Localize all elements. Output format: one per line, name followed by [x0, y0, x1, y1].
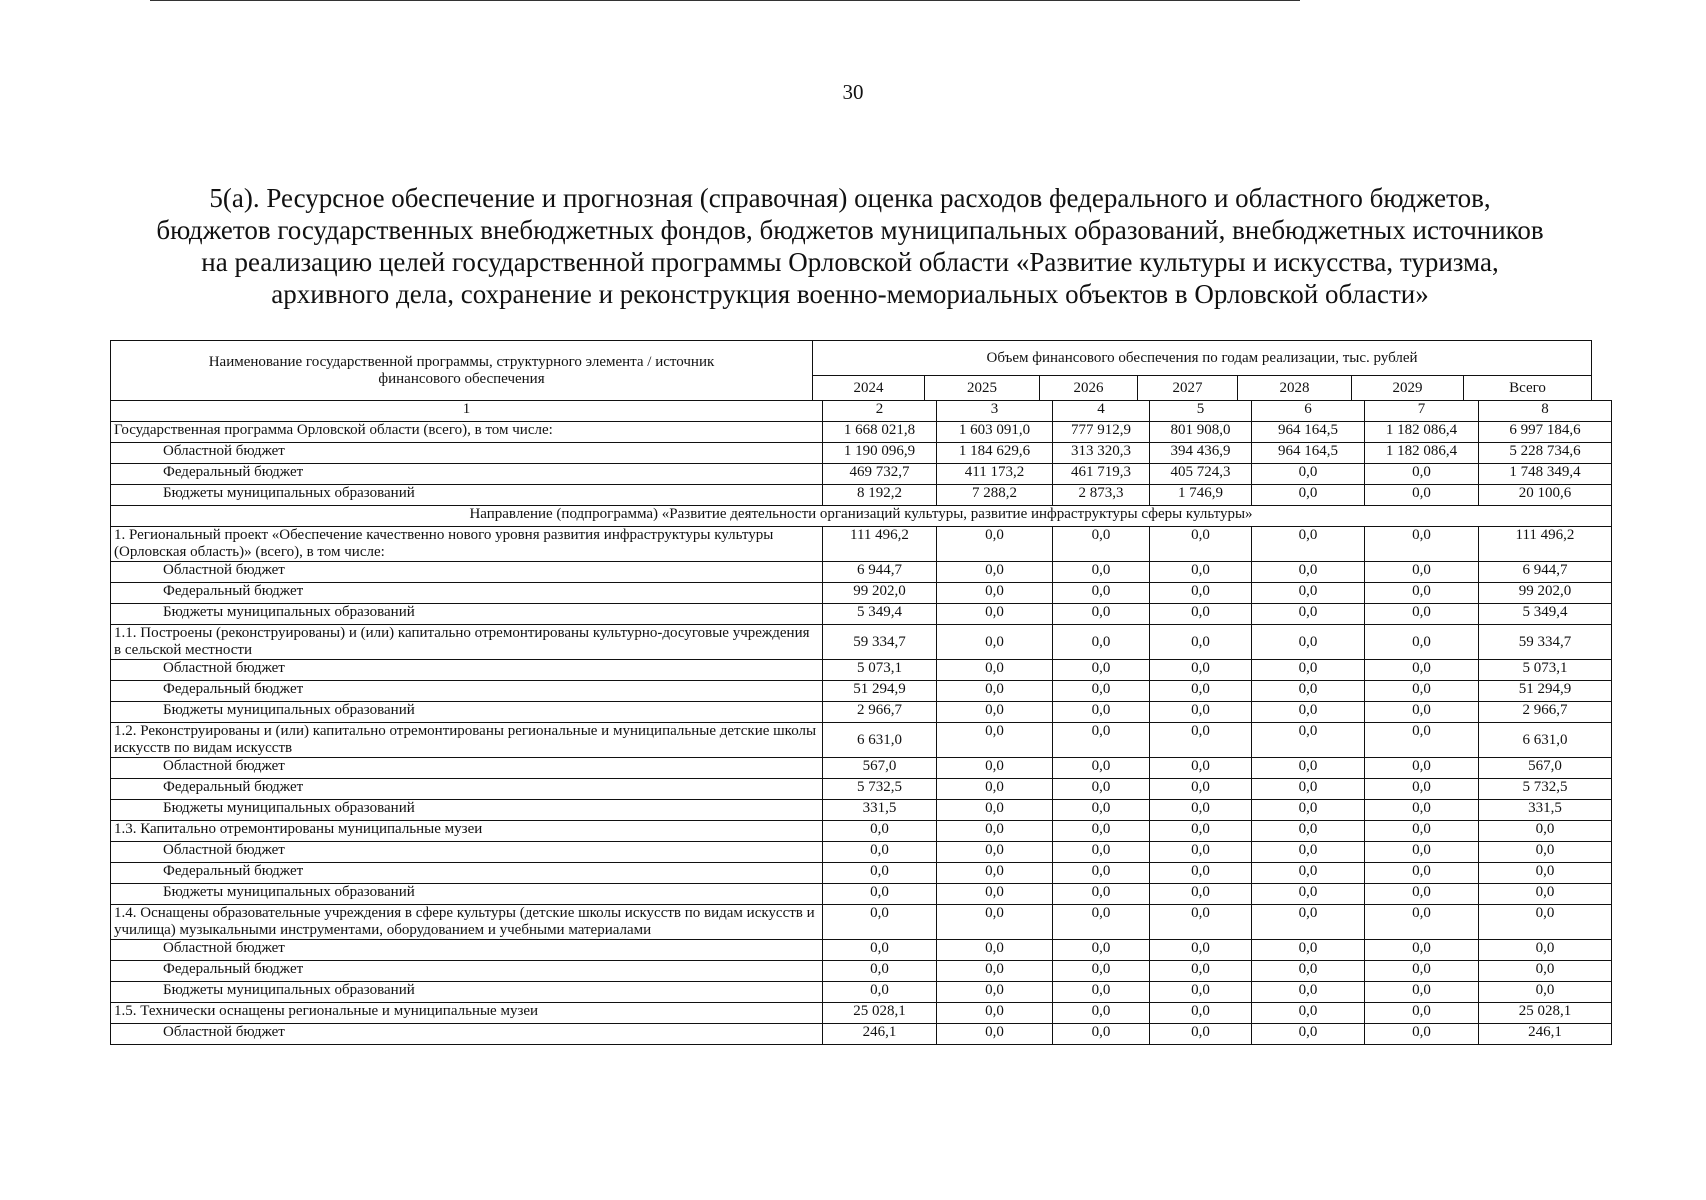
value-cell: 331,5 [823, 800, 937, 821]
value-cell: 394 436,9 [1150, 443, 1252, 464]
table-row [111, 583, 1612, 604]
total-cell: 5 349,4 [1479, 604, 1612, 625]
value-cell: 2 873,3 [1053, 485, 1150, 506]
value-cell: 0,0 [1252, 961, 1365, 982]
value-cell: 0,0 [1150, 583, 1252, 604]
value-cell: 567,0 [823, 758, 937, 779]
row-name: Федеральный бюджет [111, 863, 823, 884]
value-cell: 0,0 [1365, 779, 1479, 800]
value-cell: 1 190 096,9 [823, 443, 937, 464]
value-cell: 0,0 [1365, 527, 1479, 562]
row-name: Областной бюджет [111, 940, 823, 961]
value-cell: 0,0 [1365, 800, 1479, 821]
value-cell: 0,0 [1150, 604, 1252, 625]
value-cell: 6 631,0 [823, 723, 937, 758]
table-row [111, 562, 1612, 583]
value-cell: 964 164,5 [1252, 443, 1365, 464]
value-cell: 0,0 [1365, 821, 1479, 842]
column-number-cell: 1 [111, 401, 823, 422]
value-cell: 0,0 [1053, 527, 1150, 562]
value-cell: 0,0 [937, 779, 1053, 800]
total-cell: 1 748 349,4 [1479, 464, 1612, 485]
table-row [111, 422, 1612, 443]
row-name: Федеральный бюджет [111, 583, 823, 604]
value-cell: 0,0 [1150, 940, 1252, 961]
value-cell: 964 164,5 [1252, 422, 1365, 443]
value-cell: 405 724,3 [1150, 464, 1252, 485]
value-cell: 0,0 [1365, 660, 1479, 681]
total-cell: 5 228 734,6 [1479, 443, 1612, 464]
total-cell: 0,0 [1479, 842, 1612, 863]
row-name: Областной бюджет [111, 562, 823, 583]
value-cell: 0,0 [1252, 1003, 1365, 1024]
table-row [111, 1024, 1612, 1045]
value-cell: 0,0 [1053, 562, 1150, 583]
value-cell: 0,0 [1365, 625, 1479, 660]
row-name: 1.4. Оснащены образовательные учреждения в сфере культуры (детские школы искусств по видам искусств и училища) музыкальными инструментами, оборудованием и учебными материалами [111, 905, 823, 940]
header-volume-column: Объем финансового обеспечения по годам реализации, тыс. рублей [813, 341, 1592, 376]
table-header [110, 340, 1592, 401]
value-cell: 0,0 [1053, 660, 1150, 681]
row-name: Бюджеты муниципальных образований [111, 604, 823, 625]
row-name: Государственная программа Орловской области (всего), в том числе: [111, 422, 823, 443]
column-number-cell: 5 [1150, 401, 1252, 422]
value-cell: 0,0 [1150, 1024, 1252, 1045]
value-cell: 0,0 [1252, 660, 1365, 681]
total-cell: 2 966,7 [1479, 702, 1612, 723]
value-cell: 0,0 [1252, 821, 1365, 842]
value-cell: 0,0 [1365, 982, 1479, 1003]
value-cell: 6 944,7 [823, 562, 937, 583]
value-cell: 0,0 [1252, 905, 1365, 940]
value-cell: 0,0 [1252, 562, 1365, 583]
value-cell: 0,0 [937, 884, 1053, 905]
total-cell: 6 631,0 [1479, 723, 1612, 758]
title-line: бюджетов государственных внебюджетных фондов, бюджетов муниципальных образований, внебюджетных источников [156, 215, 1544, 245]
total-cell: 5 732,5 [1479, 779, 1612, 800]
value-cell: 0,0 [1150, 961, 1252, 982]
table-row [111, 800, 1612, 821]
value-cell: 0,0 [1053, 842, 1150, 863]
value-cell: 0,0 [1252, 863, 1365, 884]
value-cell: 0,0 [937, 527, 1053, 562]
value-cell: 0,0 [937, 562, 1053, 583]
row-name: Федеральный бюджет [111, 779, 823, 800]
value-cell: 0,0 [1150, 800, 1252, 821]
row-name: Федеральный бюджет [111, 464, 823, 485]
value-cell: 0,0 [937, 723, 1053, 758]
header-year: 2024 [813, 376, 925, 401]
value-cell: 0,0 [937, 702, 1053, 723]
total-cell: 51 294,9 [1479, 681, 1612, 702]
table-row [111, 723, 1612, 758]
value-cell: 0,0 [1150, 982, 1252, 1003]
value-cell: 8 192,2 [823, 485, 937, 506]
value-cell: 0,0 [1150, 681, 1252, 702]
value-cell: 0,0 [1053, 583, 1150, 604]
value-cell: 5 349,4 [823, 604, 937, 625]
value-cell: 7 288,2 [937, 485, 1053, 506]
value-cell: 1 182 086,4 [1365, 422, 1479, 443]
table-row [111, 660, 1612, 681]
value-cell: 461 719,3 [1053, 464, 1150, 485]
value-cell: 59 334,7 [823, 625, 937, 660]
value-cell: 25 028,1 [823, 1003, 937, 1024]
total-cell: 0,0 [1479, 982, 1612, 1003]
value-cell: 0,0 [1053, 723, 1150, 758]
value-cell: 0,0 [1365, 940, 1479, 961]
value-cell: 0,0 [1365, 905, 1479, 940]
row-name: Бюджеты муниципальных образований [111, 702, 823, 723]
value-cell: 0,0 [1150, 527, 1252, 562]
row-name: 1.1. Построены (реконструированы) и (или) капитально отремонтированы культурно-досуговые учреждения в сельской местности [111, 625, 823, 660]
table-row [111, 758, 1612, 779]
value-cell: 0,0 [1252, 527, 1365, 562]
value-cell: 0,0 [1150, 884, 1252, 905]
total-cell: 25 028,1 [1479, 1003, 1612, 1024]
value-cell: 0,0 [937, 1024, 1053, 1045]
value-cell: 0,0 [1365, 758, 1479, 779]
value-cell: 0,0 [1252, 884, 1365, 905]
total-cell: 331,5 [1479, 800, 1612, 821]
value-cell: 0,0 [937, 660, 1053, 681]
value-cell: 0,0 [823, 842, 937, 863]
title-line: на реализацию целей государственной программы Орловской области «Развитие культуры и искусства, туризма, [201, 247, 1499, 277]
value-cell: 0,0 [1053, 800, 1150, 821]
value-cell: 2 966,7 [823, 702, 937, 723]
value-cell: 0,0 [1053, 940, 1150, 961]
row-name: Областной бюджет [111, 842, 823, 863]
value-cell: 0,0 [1150, 842, 1252, 863]
value-cell: 0,0 [1053, 625, 1150, 660]
header-year: 2026 [1040, 376, 1138, 401]
total-cell: 246,1 [1479, 1024, 1612, 1045]
row-name: 1.2. Реконструированы и (или) капитально отремонтированы региональные и муниципальные детские школы искусств по видам искусств [111, 723, 823, 758]
value-cell: 0,0 [1150, 702, 1252, 723]
value-cell: 0,0 [937, 982, 1053, 1003]
value-cell: 0,0 [823, 982, 937, 1003]
value-cell: 469 732,7 [823, 464, 937, 485]
budget-table [110, 400, 1612, 1045]
total-cell: 20 100,6 [1479, 485, 1612, 506]
value-cell: 51 294,9 [823, 681, 937, 702]
row-name: Федеральный бюджет [111, 681, 823, 702]
value-cell: 0,0 [1150, 660, 1252, 681]
value-cell: 0,0 [1150, 863, 1252, 884]
row-name: Бюджеты муниципальных образований [111, 485, 823, 506]
value-cell: 0,0 [1053, 961, 1150, 982]
value-cell: 0,0 [1150, 625, 1252, 660]
value-cell: 1 184 629,6 [937, 443, 1053, 464]
value-cell: 0,0 [1365, 583, 1479, 604]
value-cell: 0,0 [1252, 982, 1365, 1003]
value-cell: 0,0 [823, 961, 937, 982]
value-cell: 0,0 [1150, 723, 1252, 758]
row-name: Бюджеты муниципальных образований [111, 884, 823, 905]
value-cell: 0,0 [937, 625, 1053, 660]
value-cell: 801 908,0 [1150, 422, 1252, 443]
section-title: Направление (подпрограмма) «Развитие деятельности организаций культуры, развитие инфраструктуры сферы культуры» [111, 506, 1612, 527]
value-cell: 0,0 [937, 758, 1053, 779]
row-name: Бюджеты муниципальных образований [111, 982, 823, 1003]
row-name: Областной бюджет [111, 1024, 823, 1045]
column-number-cell: 3 [937, 401, 1053, 422]
row-name: Бюджеты муниципальных образований [111, 800, 823, 821]
value-cell: 0,0 [1053, 884, 1150, 905]
value-cell: 0,0 [1150, 821, 1252, 842]
value-cell: 1 668 021,8 [823, 422, 937, 443]
value-cell: 0,0 [1365, 702, 1479, 723]
table-row [111, 625, 1612, 660]
total-cell: 0,0 [1479, 821, 1612, 842]
table-row [111, 443, 1612, 464]
total-cell: 99 202,0 [1479, 583, 1612, 604]
value-cell: 0,0 [1365, 464, 1479, 485]
header-year: 2027 [1138, 376, 1238, 401]
value-cell: 0,0 [937, 961, 1053, 982]
value-cell: 0,0 [937, 821, 1053, 842]
value-cell: 0,0 [1252, 681, 1365, 702]
total-cell: 59 334,7 [1479, 625, 1612, 660]
value-cell: 0,0 [1252, 604, 1365, 625]
value-cell: 0,0 [937, 905, 1053, 940]
table-row [111, 527, 1612, 562]
value-cell: 0,0 [1365, 485, 1479, 506]
value-cell: 411 173,2 [937, 464, 1053, 485]
table-row [111, 821, 1612, 842]
value-cell: 0,0 [1150, 1003, 1252, 1024]
value-cell: 0,0 [937, 681, 1053, 702]
value-cell: 5 732,5 [823, 779, 937, 800]
header-year: 2029 [1352, 376, 1464, 401]
value-cell: 0,0 [1053, 681, 1150, 702]
value-cell: 0,0 [1053, 863, 1150, 884]
value-cell: 0,0 [1365, 723, 1479, 758]
total-cell: 0,0 [1479, 961, 1612, 982]
value-cell: 0,0 [1252, 842, 1365, 863]
table-row [111, 863, 1612, 884]
value-cell: 0,0 [823, 940, 937, 961]
page-number: 30 [842, 80, 864, 104]
value-cell: 0,0 [1252, 1024, 1365, 1045]
column-number-row [111, 401, 1612, 422]
row-name: Областной бюджет [111, 660, 823, 681]
total-cell: 6 997 184,6 [1479, 422, 1612, 443]
table-row [111, 884, 1612, 905]
total-cell: 0,0 [1479, 905, 1612, 940]
value-cell: 0,0 [937, 604, 1053, 625]
value-cell: 0,0 [937, 940, 1053, 961]
row-name: Областной бюджет [111, 443, 823, 464]
value-cell: 0,0 [1053, 905, 1150, 940]
value-cell: 0,0 [1150, 562, 1252, 583]
total-cell: 111 496,2 [1479, 527, 1612, 562]
value-cell: 0,0 [1365, 1003, 1479, 1024]
top-scan-line [150, 0, 1300, 1]
value-cell: 0,0 [937, 863, 1053, 884]
value-cell: 0,0 [1053, 702, 1150, 723]
value-cell: 0,0 [1150, 905, 1252, 940]
value-cell: 99 202,0 [823, 583, 937, 604]
header-name-column: Наименование государственной программы, структурного элемента / источник финансового обеспечения [111, 341, 813, 401]
title-line: архивного дела, сохранение и реконструкция военно-мемориальных объектов в Орловской области» [271, 279, 1429, 309]
table-row [111, 702, 1612, 723]
value-cell: 1 746,9 [1150, 485, 1252, 506]
value-cell: 0,0 [1365, 884, 1479, 905]
value-cell: 0,0 [1053, 821, 1150, 842]
value-cell: 0,0 [1150, 779, 1252, 800]
value-cell: 0,0 [1365, 863, 1479, 884]
row-name: 1. Региональный проект «Обеспечение качественно нового уровня развития инфраструктуры культуры (Орловская область)» (всего), в том числе: [111, 527, 823, 562]
column-number-cell: 7 [1365, 401, 1479, 422]
value-cell: 0,0 [1365, 961, 1479, 982]
column-number-cell: 4 [1053, 401, 1150, 422]
total-cell: 0,0 [1479, 863, 1612, 884]
value-cell: 0,0 [1150, 758, 1252, 779]
value-cell: 0,0 [1252, 800, 1365, 821]
total-cell: 567,0 [1479, 758, 1612, 779]
value-cell: 0,0 [1053, 758, 1150, 779]
value-cell: 0,0 [1365, 842, 1479, 863]
total-cell: 0,0 [1479, 940, 1612, 961]
total-cell: 0,0 [1479, 884, 1612, 905]
table-row [111, 940, 1612, 961]
value-cell: 0,0 [1252, 779, 1365, 800]
total-cell: 5 073,1 [1479, 660, 1612, 681]
value-cell: 0,0 [1252, 758, 1365, 779]
value-cell: 111 496,2 [823, 527, 937, 562]
header-year: 2028 [1238, 376, 1352, 401]
value-cell: 0,0 [823, 884, 937, 905]
table-row [111, 961, 1612, 982]
section-row [111, 506, 1612, 527]
total-cell: 6 944,7 [1479, 562, 1612, 583]
table-row [111, 604, 1612, 625]
table-row [111, 681, 1612, 702]
value-cell: 0,0 [1252, 625, 1365, 660]
value-cell: 0,0 [1053, 1003, 1150, 1024]
value-cell: 0,0 [937, 1003, 1053, 1024]
table-row [111, 1003, 1612, 1024]
value-cell: 1 603 091,0 [937, 422, 1053, 443]
value-cell: 246,1 [823, 1024, 937, 1045]
table-row [111, 779, 1612, 800]
value-cell: 0,0 [1252, 723, 1365, 758]
column-number-cell: 8 [1479, 401, 1612, 422]
value-cell: 0,0 [1365, 681, 1479, 702]
column-number-cell: 2 [823, 401, 937, 422]
value-cell: 0,0 [1365, 562, 1479, 583]
value-cell: 0,0 [1053, 779, 1150, 800]
value-cell: 5 073,1 [823, 660, 937, 681]
value-cell: 0,0 [823, 863, 937, 884]
table-row [111, 464, 1612, 485]
row-name: 1.3. Капитально отремонтированы муниципальные музеи [111, 821, 823, 842]
value-cell: 0,0 [823, 905, 937, 940]
table-row [111, 905, 1612, 940]
document-title [60, 182, 1640, 310]
value-cell: 0,0 [937, 583, 1053, 604]
table-row [111, 485, 1612, 506]
table-row [111, 982, 1612, 1003]
value-cell: 313 320,3 [1053, 443, 1150, 464]
row-name: Федеральный бюджет [111, 961, 823, 982]
value-cell: 0,0 [1252, 702, 1365, 723]
value-cell: 0,0 [823, 821, 937, 842]
value-cell: 1 182 086,4 [1365, 443, 1479, 464]
value-cell: 0,0 [937, 800, 1053, 821]
value-cell: 0,0 [1053, 604, 1150, 625]
row-name: 1.5. Технически оснащены региональные и муниципальные музеи [111, 1003, 823, 1024]
value-cell: 0,0 [937, 842, 1053, 863]
value-cell: 0,0 [1252, 583, 1365, 604]
header-year: 2025 [925, 376, 1040, 401]
column-number-cell: 6 [1252, 401, 1365, 422]
value-cell: 0,0 [1252, 940, 1365, 961]
value-cell: 0,0 [1365, 1024, 1479, 1045]
row-name: Областной бюджет [111, 758, 823, 779]
header-total: Всего [1464, 376, 1592, 401]
value-cell: 0,0 [1252, 464, 1365, 485]
table-row [111, 842, 1612, 863]
value-cell: 0,0 [1053, 1024, 1150, 1045]
value-cell: 0,0 [1252, 485, 1365, 506]
value-cell: 0,0 [1053, 982, 1150, 1003]
value-cell: 0,0 [1365, 604, 1479, 625]
value-cell: 777 912,9 [1053, 422, 1150, 443]
title-line: 5(а). Ресурсное обеспечение и прогнозная (справочная) оценка расходов федерального и областного бюджетов, [209, 183, 1491, 213]
